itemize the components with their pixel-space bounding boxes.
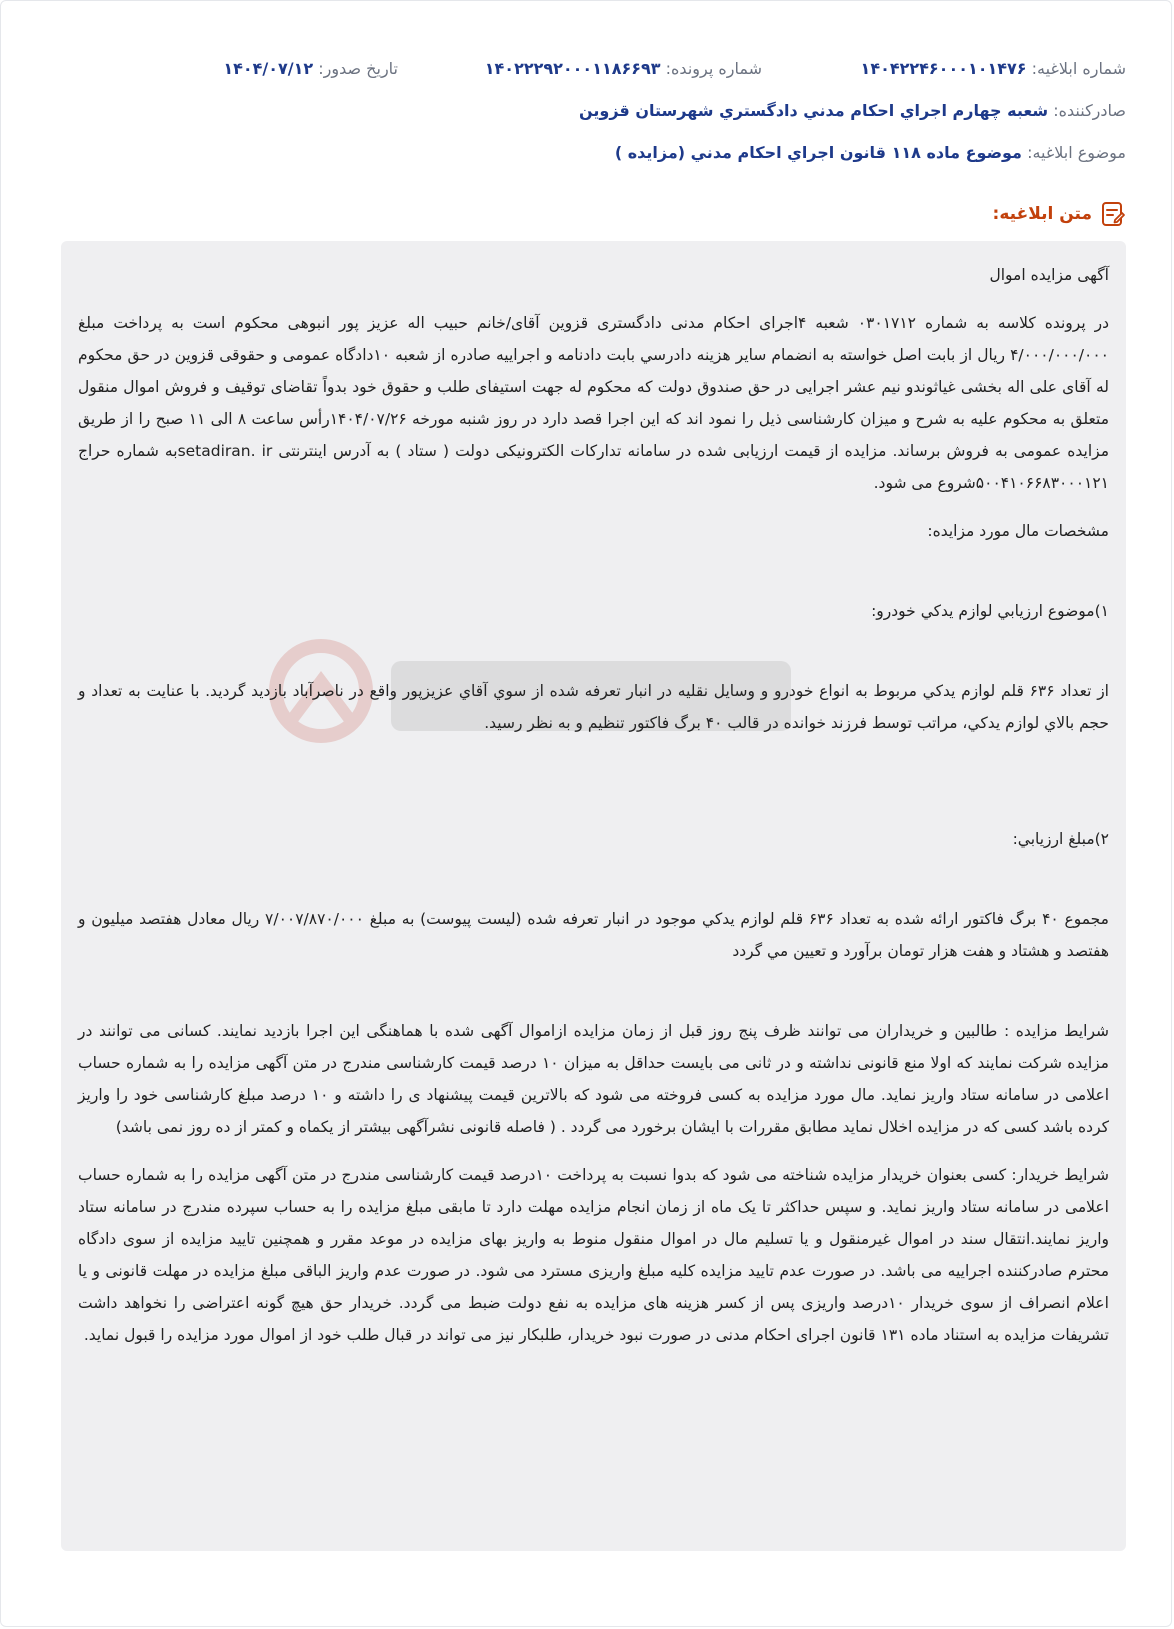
case-number [485, 59, 762, 79]
issuer-label: صادرکننده: [1053, 101, 1126, 120]
buyer-conditions: شرایط خریدار: کسی بعنوان خریدار مزایده شناخته می شود که بدوا نسبت به پرداخت ۱۰درصد قیمت کارشناسی مندرج در متن آگهی مزایده را به شماره حساب اعلامی در سامانه ستاد واریز نماید. و سپس حداکثر تا یک ماه از زمان انجام مزایده مهلت دارد تا مابقی مبلغ مزایده را به حساب سپرده مندرج در سامانه ستاد واریز نمایند.انتقال سند در اموال غیرمنقول و یا تسلیم مال در اموال منقول منوط به واریز بهای مزایده در موعد مقرر و همچنین تایید مزایده از سوی دادگاه محترم صادرکننده اجراییه می باشد. در صورت عدم تایید مزایده کلیه مبلغ واریزی مسترد می شود. در صورت عدم واریز الباقی مبلغ مزایده در مهلت قانونی و یا اعلام انصراف از سوی خریدار ۱۰درصد واریزی پس از کسر هزینه های مزایده به نفع دولت ضبط می گردد. خریدار حق هیچ گونه اعتراضی را نخواهد داشت تشریفات مزایده به استناد ماده ۱۳۱ قانون اجرای احکام مدنی در صورت نبود خریدار، طلبکار نیز می تواند در قبال طلب خود از اموال مورد مزایده را قبول نماید. [78, 1166, 1109, 1344]
item2-title: ۲)مبلغ ارزيابي: [1012, 830, 1109, 848]
issue-date [223, 59, 398, 79]
header-meta-row [46, 59, 1126, 81]
issuer-value: شعبه چهارم اجراي احکام مدني دادگستري شهرستان قزوين [578, 101, 1049, 120]
note-icon [1100, 201, 1126, 227]
notice-heading: آگهی مزایده اموال [989, 266, 1109, 284]
section-header [993, 199, 1126, 229]
section-title: متن ابلاغيه: [992, 204, 1092, 224]
issue-date-value: ۱۴۰۴/۰۷/۱۲ [223, 59, 314, 78]
notice-number-label: شماره ابلاغيه: [1031, 59, 1126, 78]
notice-body [61, 241, 1126, 1551]
issuer-row [46, 101, 1126, 121]
issue-date-label: تاريخ صدور: [318, 59, 398, 78]
notice-number-value: ۱۴۰۴۲۲۴۶۰۰۰۱۰۱۴۷۶ [860, 59, 1027, 78]
auction-conditions: شرایط مزایده : طالبین و خریداران می توانند ظرف پنج روز قبل از زمان مزایده ازاموال آگهی شده با هماهنگی این اجرا بازدید نمایند. کسانی می توانند در مزایده شرکت نمایند که اولا منع قانونی نداشته و در ثانی می بایست حداقل به میزان ۱۰ درصد قیمت کارشناسی مندرج در متن آگهی مزایده را به شماره حساب اعلامی در سامانه ستاد واریز نماید. مال مورد مزایده به کسی فروخته می شود که بالاترین قیمت پیشنهاد ی را داشته و ۱۰ درصد مبلغ کارشناسی خود را واریز کرده باشد کسی که در مزایده اخلال نماید مطابق مقررات با ایشان برخورد می گردد . ( فاصله قانونی نشرآگهی بیشتر از یکماه و کمتر از ده روز نمی باشد) [78, 1022, 1109, 1136]
notice-number [861, 59, 1126, 79]
case-number-label: شماره پرونده: [665, 59, 762, 78]
notice-text [78, 259, 1109, 1351]
subject-label: موضوع ابلاغيه: [1027, 143, 1126, 162]
case-number-value: ۱۴۰۲۲۲۹۲۰۰۰۱۱۸۶۶۹۳ [484, 59, 661, 78]
item1-title: ۱)موضوع ارزيابي لوازم يدکي خودرو: [871, 602, 1109, 620]
spec-heading: مشخصات مال مورد مزایده: [927, 522, 1109, 540]
subject-value: موضوع ماده ۱۱۸ قانون اجراي احکام مدني (مزايده ) [614, 143, 1022, 162]
item1-text: از تعداد ۶۳۶ قلم لوازم يدکي مربوط به انواع خودرو و وسايل نقليه در انبار تعرفه شده از سوي آقاي عزيزپور واقع در ناصرآباد بازديد گرديد. با عنايت به تعداد و حجم بالاي لوازم يدکي، مراتب توسط فرزند خوانده در قالب ۴۰ برگ فاکتور تنظيم و به نظر رسيد. [78, 682, 1109, 732]
subject-row [46, 143, 1126, 163]
item2-text: مجموع ۴۰ برگ فاکتور ارائه شده به تعداد ۶۳۶ قلم لوازم يدکي موجود در انبار تعرفه شده (ليست پيوست) به مبلغ ۷/۰۰۷/۸۷۰/۰۰۰ ريال معادل هفتصد ميليون و هفتصد و هشتاد و هفت هزار تومان برآورد و تعيين مي گردد [78, 910, 1109, 960]
paragraph-case: در پرونده کلاسه به شماره ۰۳۰۱۷۱۲ شعبه ۴اجرای احکام مدنی دادگستری قزوین آقای/خانم حبیب اله عزیز پور انبوهی محکوم است به پرداخت مبلغ ۴/۰۰۰/۰۰۰/۰۰۰ ریال از بابت اصل خواسته به انضمام سایر هزینه دادرسي بابت دادنامه و اجراییه صادره از شعبه ۱۰دادگاه عمومی و حقوقی قزوین در حق محکوم له آقای علی اله بخشی غیاثوندو نیم عشر اجرایی در حق صندوق دولت که محکوم له جهت استیفای طلب و حقوق خود بدواً تقاضای توقیف و فروش اموال منقول متعلق به محکوم علیه به شرح و میزان کارشناسی ذیل را نمود اند که این اجرا قصد دارد در روز شنبه مورخه ۱۴۰۴/۰۷/۲۶رأس ساعت ۸ الی ۱۱ صبح را از طریق مزایده عمومی به فروش برساند. مزایده از قیمت ارزیابی شده در سامانه تدارکات الکترونیکی دولت ( ستاد ) به آدرس اینترنتی setadiran. irبه شماره حراج ۵۰۰۴۱۰۶۶۸۳۰۰۰۱۲۱شروع می شود. [78, 314, 1110, 492]
